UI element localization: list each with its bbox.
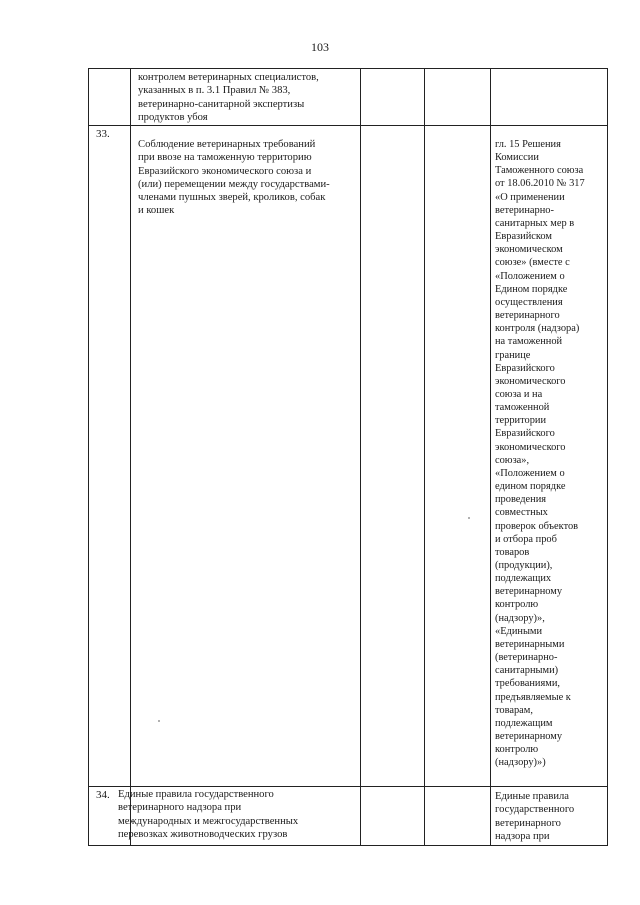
table-border-right [607,68,608,846]
row-requirement-text: Соблюдение ветеринарных требований при ввозе на таможенную территорию Евразийского экономического союза и (или) перемещении между государствами- членами пушных зверей, кроликов, собак и кошек [138,139,330,217]
scan-speck [468,517,470,519]
column-divider [490,68,491,846]
table-border-bottom [88,845,608,846]
row-requirement-text: контролем ветеринарных специалистов, указанных в п. 3.1 Правил № 383, ветеринарно-санитарной экспертизы продуктов убоя [138,72,319,123]
column-divider [424,68,425,846]
scan-speck [158,720,160,722]
table-border-top [88,68,608,69]
row-number: 34. [96,789,110,801]
row-divider [88,125,608,126]
table-border-left [88,68,89,846]
page-number: 103 [311,40,329,54]
column-divider [360,68,361,846]
regulations-table [88,68,608,846]
row-number: 33. [96,128,110,140]
row-reference-text: Единые правила государственного ветеринарного надзора при [495,791,575,842]
row-divider [88,786,608,787]
row-reference-text: гл. 15 Решения Комиссии Таможенного союза от 18.06.2010 № 317 «О применении ветеринарно- санитарных мер в Евразийском экономическом союзе» (вместе с «Положением о Едином порядке осуществления ветеринарного контроля (надзора) на таможенной границе Евразийского экономического союза и на таможенной территории Евразийского экономического союза», «Положением о едином порядке проведения совместных проверок объектов и отбора проб товаров (продукции), подлежащих ветеринарному контролю (надзору)», «Едиными ветеринарными (ветеринарно- санитарными) требованиями, предъявляемые к товарам, подлежащим ветеринарному контролю (надзору)») [495,139,585,769]
column-divider [130,68,131,846]
row-requirement-text: Единые правила государственного ветеринарного надзора при международных и межгосударственных перевозках животноводческих грузов [118,789,299,840]
